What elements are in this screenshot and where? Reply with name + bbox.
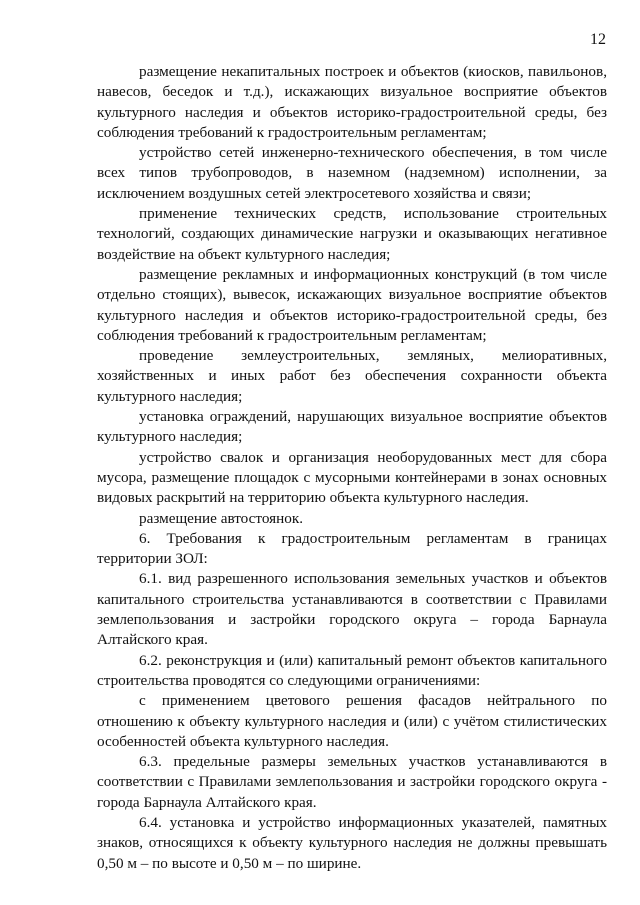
paragraph: проведение землеустроительных, земляных, мелиоративных, хозяйственных и иных работ без обеспечения сохранности объекта культурного наследия; xyxy=(97,347,607,405)
paragraph: размещение некапитальных построек и объектов (киосков, павильонов, навесов, беседок и т.д.), искажающих визуальное восприятие объектов культурного наследия и объектов историко-градостроительной среды, без соблюдения требований к градостроительным регламентам; xyxy=(97,63,607,141)
paragraph: 6.1. вид разрешенного использования земельных участков и объектов капитального строительства устанавливаются в соответствии с Правилами землепользования и застройки городского округа – города Барнаула Алтайского края. xyxy=(97,570,607,649)
paragraph: размещение автостоянок. xyxy=(139,509,304,527)
paragraph: 6.3. предельные размеры земельных участков устанавливаются в соответствии с Правилами землепользования и застройки городского округа - города Барнаула Алтайского края. xyxy=(97,753,607,811)
section-heading: 6. Требования к градостроительным регламентам в границах территории ЗОЛ: xyxy=(97,529,607,568)
paragraph: 6.2. реконструкция и (или) капитальный ремонт объектов капитального строительства проводятся со следующими ограничениями: xyxy=(97,651,607,689)
paragraph: размещение рекламных и информационных конструкций (в том числе отдельно стоящих), вывесок, искажающих визуальное восприятие объектов культурного наследия и объектов историко-градостроительной среды, без соблюдения требований к градостроительным регламентам; xyxy=(97,265,607,344)
page-number: 12 xyxy=(590,31,606,48)
paragraph: устройство сетей инженерно-технического обеспечения, в том числе всех типов трубопроводов, в наземном (надземном) исполнении, за исключением воздушных сетей электросетевого хозяйства и связи; xyxy=(97,144,607,202)
paragraph: установка ограждений, нарушающих визуальное восприятие объектов культурного наследия; xyxy=(97,408,607,446)
paragraph: устройство свалок и организация необорудованных мест для сбора мусора, размещение площадок с мусорными контейнерами в зонах основных видовых раскрытий на территорию объекта культурного наследия. xyxy=(97,448,607,507)
paragraph: применение технических средств, использование строительных технологий, создающих динамические нагрузки и оказывающих негативное воздействие на объект культурного наследия; xyxy=(97,205,607,263)
paragraph: с применением цветового решения фасадов нейтрального по отношению к объекту культурного наследия и (или) с учётом стилистических особенностей объекта культурного наследия. xyxy=(97,692,607,750)
document-body xyxy=(97,62,607,874)
paragraph: 6.4. установка и устройство информационных указателей, памятных знаков, относящихся к объекту культурного наследия не должны превышать 0,50 м – по высоте и 0,50 м – по ширине. xyxy=(97,813,607,872)
